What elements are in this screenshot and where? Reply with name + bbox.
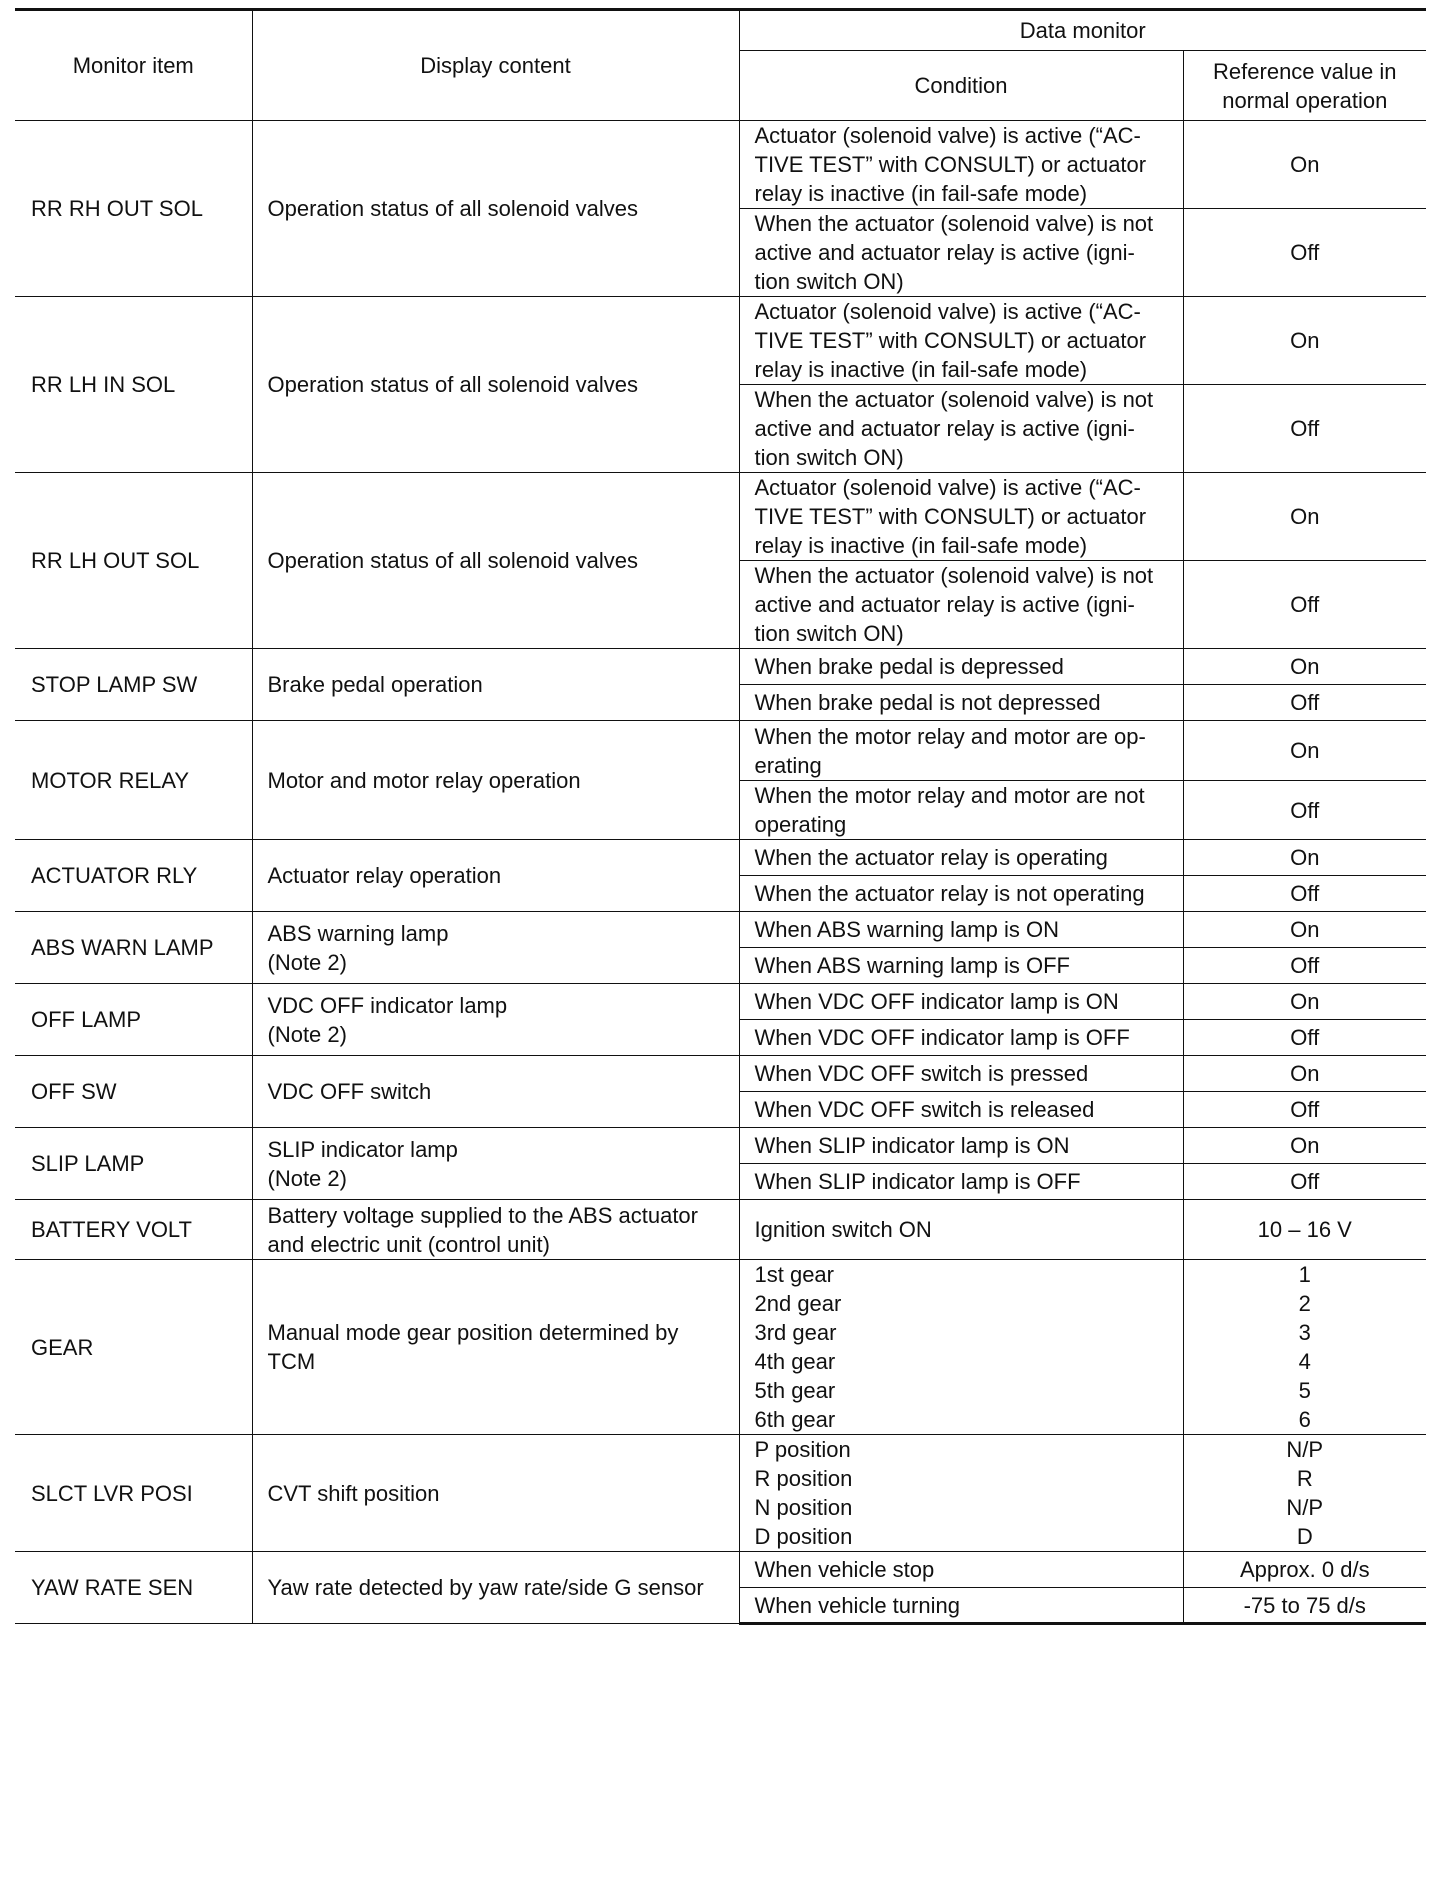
display-content-line: Yaw rate detected by yaw rate/side G sensor	[267, 1575, 704, 1600]
reference-value-line: On	[1290, 1133, 1320, 1158]
reference-value-cell	[1183, 385, 1426, 473]
reference-value-line: Off	[1290, 240, 1320, 265]
condition-line: When the motor relay and motor are not	[754, 783, 1145, 808]
condition-line: relay is inactive (in fail-safe mode)	[754, 357, 1088, 382]
condition-cell	[739, 1164, 1183, 1200]
display-content-line: (Note 2)	[267, 1165, 347, 1191]
condition-line: TIVE TEST” with CONSULT) or actuator	[754, 328, 1147, 353]
monitor-item-cell: ACTUATOR RLY	[15, 840, 252, 912]
condition-line: When VDC OFF indicator lamp is OFF	[754, 1025, 1130, 1050]
reference-value-line: 6	[1298, 1407, 1311, 1432]
condition-line: 2nd gear	[754, 1291, 842, 1316]
condition-line: When vehicle turning	[754, 1592, 960, 1618]
header-reference-value: Reference value in normal operation	[1183, 51, 1426, 121]
condition-cell	[739, 1588, 1183, 1624]
table-row	[15, 121, 1426, 209]
reference-value-line: 2	[1298, 1291, 1311, 1316]
table-row	[15, 840, 1426, 876]
table-row	[15, 649, 1426, 685]
reference-value-line: Approx. 0 d/s	[1239, 1557, 1370, 1582]
condition-line: When brake pedal is depressed	[754, 654, 1064, 679]
condition-cell	[739, 1092, 1183, 1128]
display-content-cell	[252, 721, 739, 840]
condition-cell	[739, 1200, 1183, 1260]
display-content-line: ABS warning lamp	[267, 920, 449, 946]
condition-line: 5th gear	[754, 1378, 836, 1403]
reference-value-line: On	[1290, 917, 1320, 942]
reference-value-line: Off	[1290, 1097, 1320, 1122]
reference-value-line: -75 to 75 d/s	[1243, 1592, 1366, 1618]
display-content-cell	[252, 984, 739, 1056]
display-content-line: Motor and motor relay operation	[267, 767, 581, 793]
display-content-cell	[252, 912, 739, 984]
reference-value-line: Off	[1290, 690, 1320, 715]
monitor-item-cell: SLCT LVR POSI	[15, 1435, 252, 1552]
reference-value-line: 1	[1298, 1262, 1311, 1287]
display-content-line: Operation status of all solenoid valves	[267, 372, 639, 397]
condition-cell	[739, 209, 1183, 297]
condition-cell	[739, 649, 1183, 685]
display-content-line: and electric unit (control unit)	[267, 1231, 550, 1257]
condition-line: When the motor relay and motor are op-	[754, 723, 1146, 749]
monitor-item-cell: RR LH OUT SOL	[15, 473, 252, 649]
display-content-cell	[252, 1128, 739, 1200]
reference-value-line: On	[1290, 328, 1320, 353]
condition-cell	[739, 473, 1183, 561]
condition-cell	[739, 121, 1183, 209]
reference-value-line: N/P	[1286, 1495, 1324, 1520]
display-content-line: VDC OFF indicator lamp	[267, 992, 508, 1018]
reference-value-line: Off	[1290, 1169, 1320, 1194]
table-row	[15, 297, 1426, 385]
display-content-cell	[252, 649, 739, 721]
condition-line: When VDC OFF indicator lamp is ON	[754, 989, 1119, 1014]
condition-line: operating	[754, 812, 847, 837]
condition-line: active and actuator relay is active (igni-	[754, 592, 1135, 617]
condition-cell	[739, 297, 1183, 385]
display-content-cell	[252, 473, 739, 649]
table-row	[15, 1056, 1426, 1092]
condition-line: Ignition switch ON	[754, 1217, 932, 1242]
condition-line: relay is inactive (in fail-safe mode)	[754, 181, 1088, 206]
display-content-line: (Note 2)	[267, 1021, 347, 1047]
condition-line: Actuator (solenoid valve) is active (“AC-	[754, 475, 1141, 500]
table-row	[15, 721, 1426, 781]
reference-value-line: Off	[1290, 416, 1320, 441]
display-content-line: SLIP indicator lamp	[267, 1136, 458, 1162]
table-row	[15, 473, 1426, 561]
condition-line: Actuator (solenoid valve) is active (“AC-	[754, 123, 1141, 148]
condition-line: When the actuator relay is not operating	[754, 881, 1145, 906]
condition-cell	[739, 1128, 1183, 1164]
reference-value-line: On	[1290, 845, 1320, 870]
monitor-item-cell: STOP LAMP SW	[15, 649, 252, 721]
condition-line: active and actuator relay is active (igni-	[754, 240, 1135, 265]
reference-value-cell	[1183, 948, 1426, 984]
reference-value-line: Off	[1290, 953, 1320, 978]
monitor-item-cell: OFF SW	[15, 1056, 252, 1128]
reference-value-cell	[1183, 1260, 1426, 1435]
reference-value-cell	[1183, 297, 1426, 385]
reference-value-line: On	[1290, 989, 1320, 1014]
monitor-item-cell: MOTOR RELAY	[15, 721, 252, 840]
condition-line: When VDC OFF switch is released	[754, 1097, 1095, 1122]
condition-line: N position	[754, 1495, 853, 1520]
condition-line: When SLIP indicator lamp is OFF	[754, 1169, 1081, 1194]
monitor-item-cell: OFF LAMP	[15, 984, 252, 1056]
condition-line: Actuator (solenoid valve) is active (“AC-	[754, 299, 1141, 324]
monitor-item-cell: SLIP LAMP	[15, 1128, 252, 1200]
condition-cell	[739, 561, 1183, 649]
condition-line: When the actuator (solenoid valve) is not	[754, 211, 1154, 236]
display-content-cell	[252, 1552, 739, 1624]
monitor-item-cell: BATTERY VOLT	[15, 1200, 252, 1260]
table-row	[15, 1128, 1426, 1164]
condition-cell	[739, 1260, 1183, 1435]
reference-value-line: N/P	[1286, 1437, 1324, 1462]
monitor-item-cell: YAW RATE SEN	[15, 1552, 252, 1624]
header-monitor-item: Monitor item	[15, 10, 252, 121]
monitor-item-cell: GEAR	[15, 1260, 252, 1435]
display-content-line: Operation status of all solenoid valves	[267, 196, 639, 221]
condition-line: relay is inactive (in fail-safe mode)	[754, 533, 1088, 558]
condition-line: D position	[754, 1524, 853, 1549]
monitor-item-cell: RR RH OUT SOL	[15, 121, 252, 297]
reference-value-cell	[1183, 912, 1426, 948]
header-display-content: Display content	[252, 10, 739, 121]
display-content-line: Operation status of all solenoid valves	[267, 548, 639, 573]
reference-value-line: On	[1290, 1061, 1320, 1086]
reference-value-cell	[1183, 1092, 1426, 1128]
reference-value-cell	[1183, 473, 1426, 561]
condition-cell	[739, 840, 1183, 876]
display-content-cell	[252, 1435, 739, 1552]
display-content-line: Brake pedal operation	[267, 672, 483, 697]
reference-value-cell	[1183, 984, 1426, 1020]
reference-value-line: On	[1290, 504, 1320, 529]
reference-value-line: 10 – 16 V	[1257, 1217, 1352, 1242]
condition-line: TIVE TEST” with CONSULT) or actuator	[754, 152, 1147, 177]
reference-value-cell	[1183, 561, 1426, 649]
condition-cell	[739, 685, 1183, 721]
display-content-cell	[252, 840, 739, 912]
condition-cell	[739, 984, 1183, 1020]
monitor-item-cell: ABS WARN LAMP	[15, 912, 252, 984]
display-content-line: CVT shift position	[267, 1480, 440, 1506]
reference-value-cell	[1183, 781, 1426, 840]
condition-line: When ABS warning lamp is ON	[754, 917, 1059, 942]
monitor-item-cell: RR LH IN SOL	[15, 297, 252, 473]
display-content-cell	[252, 1200, 739, 1260]
reference-value-cell	[1183, 649, 1426, 685]
condition-line: 1st gear	[754, 1262, 834, 1287]
condition-cell	[739, 781, 1183, 840]
display-content-line: Manual mode gear position determined by	[267, 1320, 679, 1345]
condition-line: When vehicle stop	[754, 1557, 935, 1582]
condition-line: 6th gear	[754, 1407, 836, 1432]
reference-value-line: 3	[1298, 1320, 1311, 1345]
table-row	[15, 1200, 1426, 1260]
condition-line: When ABS warning lamp is OFF	[754, 953, 1070, 978]
reference-value-cell	[1183, 840, 1426, 876]
condition-cell	[739, 948, 1183, 984]
condition-cell	[739, 1020, 1183, 1056]
table-row	[15, 912, 1426, 948]
condition-cell	[739, 1552, 1183, 1588]
table-row	[15, 1260, 1426, 1435]
reference-value-line: Off	[1290, 1025, 1320, 1050]
reference-value-line: D	[1296, 1524, 1313, 1549]
display-content-line: TCM	[267, 1349, 316, 1374]
condition-line: active and actuator relay is active (igni-	[754, 416, 1135, 441]
condition-cell	[739, 1056, 1183, 1092]
data-monitor-table	[15, 8, 1426, 1625]
reference-value-cell	[1183, 876, 1426, 912]
reference-value-line: R	[1296, 1466, 1313, 1491]
condition-line: tion switch ON)	[754, 621, 904, 646]
reference-value-cell	[1183, 1200, 1426, 1260]
display-content-cell	[252, 1056, 739, 1128]
condition-line: P position	[754, 1437, 851, 1462]
condition-line: When the actuator (solenoid valve) is not	[754, 387, 1154, 412]
condition-line: TIVE TEST” with CONSULT) or actuator	[754, 504, 1147, 529]
reference-value-cell	[1183, 721, 1426, 781]
condition-cell	[739, 912, 1183, 948]
table-row	[15, 1552, 1426, 1588]
condition-line: 3rd gear	[754, 1320, 837, 1345]
condition-line: When VDC OFF switch is pressed	[754, 1061, 1089, 1086]
reference-value-cell	[1183, 1588, 1426, 1624]
condition-cell	[739, 876, 1183, 912]
header-condition: Condition	[739, 51, 1183, 121]
condition-line: erating	[754, 752, 822, 778]
reference-value-cell	[1183, 685, 1426, 721]
condition-cell	[739, 721, 1183, 781]
reference-value-cell	[1183, 1056, 1426, 1092]
display-content-line: VDC OFF switch	[267, 1079, 432, 1104]
condition-cell	[739, 1435, 1183, 1552]
condition-cell	[739, 385, 1183, 473]
reference-value-line: On	[1290, 152, 1320, 177]
reference-value-line: Off	[1290, 592, 1320, 617]
display-content-cell	[252, 297, 739, 473]
display-content-line: Battery voltage supplied to the ABS actuator	[267, 1202, 698, 1228]
condition-line: When the actuator (solenoid valve) is not	[754, 563, 1154, 588]
display-content-cell	[252, 121, 739, 297]
condition-line: tion switch ON)	[754, 269, 904, 294]
reference-value-cell	[1183, 1435, 1426, 1552]
condition-line: When the actuator relay is operating	[754, 845, 1108, 870]
reference-value-cell	[1183, 121, 1426, 209]
table-row	[15, 1435, 1426, 1552]
display-content-line: Actuator relay operation	[267, 863, 502, 888]
reference-value-line: 4	[1298, 1349, 1311, 1374]
condition-line: R position	[754, 1466, 853, 1491]
reference-value-line: Off	[1290, 797, 1320, 823]
reference-value-cell	[1183, 209, 1426, 297]
reference-value-cell	[1183, 1128, 1426, 1164]
condition-line: When SLIP indicator lamp is ON	[754, 1133, 1070, 1158]
table-row	[15, 984, 1426, 1020]
reference-value-line: On	[1290, 738, 1320, 763]
reference-value-cell	[1183, 1552, 1426, 1588]
reference-value-cell	[1183, 1020, 1426, 1056]
header-data-monitor: Data monitor	[739, 10, 1426, 51]
display-content-cell	[252, 1260, 739, 1435]
condition-line: tion switch ON)	[754, 445, 904, 470]
display-content-line: (Note 2)	[267, 949, 347, 975]
reference-value-cell	[1183, 1164, 1426, 1200]
reference-value-line: 5	[1298, 1378, 1311, 1403]
reference-value-line: Off	[1290, 881, 1320, 906]
condition-line: 4th gear	[754, 1349, 836, 1374]
reference-value-line: On	[1290, 654, 1320, 679]
condition-line: When brake pedal is not depressed	[754, 690, 1101, 715]
